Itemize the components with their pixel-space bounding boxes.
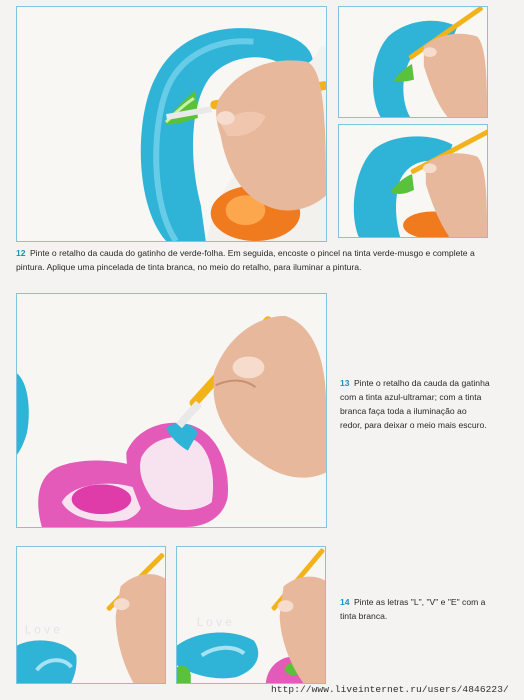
- step14-photo-left: [16, 546, 166, 684]
- step13-text: Pinte o retalho da cauda da gatinha com a tinta azul-ultramar; com a tinta branca faça toda a iluminação ao redor, para deixar o meio mais escuro.: [340, 378, 490, 430]
- step14-caption: [340, 595, 490, 623]
- svg-text:L o v e: L o v e: [24, 622, 60, 637]
- step12-text: Pinte o retalho da cauda do gatinho de verde-folha. Em seguida, encoste o pincel na tinta verde-musgo e complete a pintura. Aplique uma pincelada de tinta branca, no meio do retalho, para iluminar a pintura.: [16, 248, 475, 272]
- step13-number: 13: [340, 378, 350, 388]
- svg-text:L o v e: L o v e: [196, 614, 232, 629]
- source-url-watermark: http://www.liveinternet.ru/users/4846223/: [271, 684, 509, 695]
- step14-photo-right: [176, 546, 326, 684]
- step13-caption: [340, 376, 490, 432]
- step12-side-photo-bottom: [338, 124, 488, 238]
- step13-photo: [16, 293, 327, 528]
- step14-text: Pinte as letras "L", "V" e "E" com a tinta branca.: [340, 597, 486, 621]
- step12-number: 12: [16, 248, 26, 258]
- step12-main-photo: [16, 6, 327, 242]
- step12-caption: [16, 246, 492, 274]
- step12-side-photo-top: [338, 6, 488, 118]
- step14-number: 14: [340, 597, 350, 607]
